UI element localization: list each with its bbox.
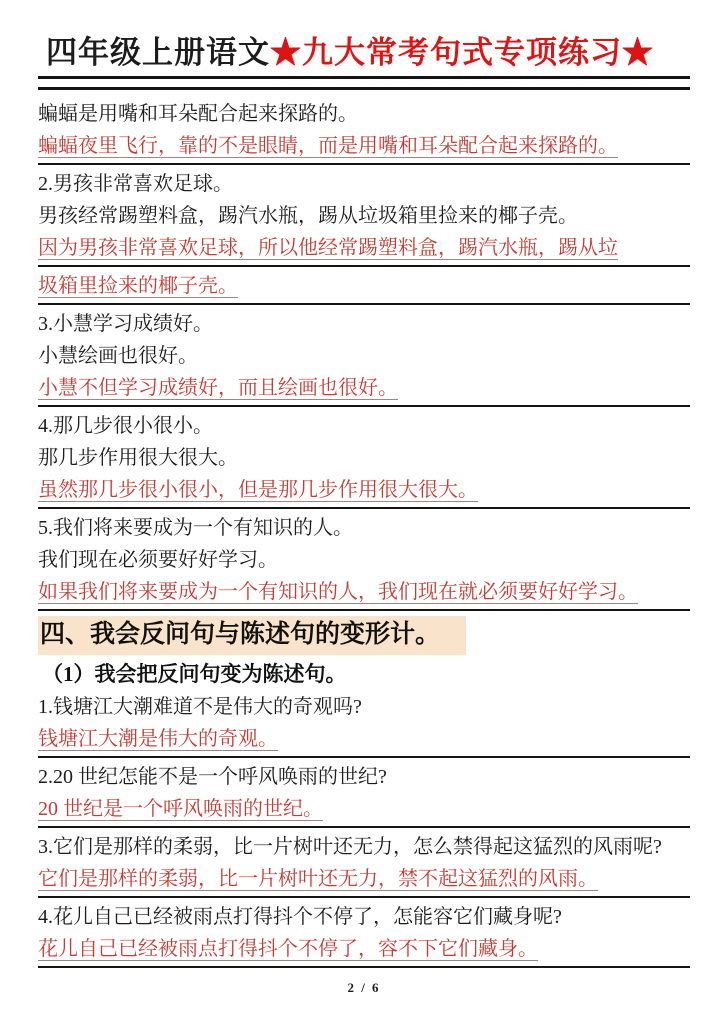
page-number: 2 / 6 xyxy=(347,980,381,995)
answer-line: 钱塘江大潮是伟大的奇观。 xyxy=(38,723,690,758)
question-line: 3.它们是那样的柔弱，比一片树叶还无力，怎么禁得起这猛烈的风雨呢? xyxy=(38,836,662,858)
answer-line: 如果我们将来要成为一个有知识的人，我们现在就必须要好好学习。 xyxy=(38,576,690,611)
question-line: 1.钱塘江大潮难道不是伟大的奇观吗? xyxy=(38,696,362,718)
title-divider xyxy=(38,76,690,90)
answer-line: 小慧不但学习成绩好，而且绘画也很好。 xyxy=(38,372,690,407)
question-line: 4.那几步很小很小。 xyxy=(38,415,213,437)
question-line: 3.小慧学习成绩好。 xyxy=(38,313,213,335)
question-line: 5.我们将来要成为一个有知识的人。 xyxy=(38,517,353,539)
page-title xyxy=(38,34,690,72)
answer-line: 虽然那几步很小很小，但是那几步作用很大很大。 xyxy=(38,474,690,509)
question-line: 2.20 世纪怎能不是一个呼风唤雨的世纪? xyxy=(38,766,387,788)
answer-line: 20 世纪是一个呼风唤雨的世纪。 xyxy=(38,793,690,828)
page-title-red: ★九大常考句式专项练习★ xyxy=(270,35,654,70)
question-line: 2.男孩非常喜欢足球。 xyxy=(38,173,233,195)
answer-line: 因为男孩非常喜欢足球，所以他经常踢塑料盒，踢汽水瓶，踢从垃 xyxy=(38,232,690,267)
question-line: 蝙蝠是用嘴和耳朵配合起来探路的。 xyxy=(38,103,358,125)
question-line: 4.花儿自己已经被雨点打得抖个不停了，怎能容它们藏身呢? xyxy=(38,906,562,928)
answer-line: 它们是那样的柔弱，比一片树叶还无力，禁不起这猛烈的风雨。 xyxy=(38,863,690,898)
answer-line: 花儿自己已经被雨点打得抖个不停了，容不下它们藏身。 xyxy=(38,933,690,968)
question-line: 我们现在必须要好好学习。 xyxy=(38,549,278,571)
section-heading: 四、我会反问句与陈述句的变形计。 xyxy=(38,616,466,655)
question-line: 小慧绘画也很好。 xyxy=(38,345,198,367)
answer-line: 蝙蝠夜里飞行，靠的不是眼睛，而是用嘴和耳朵配合起来探路的。 xyxy=(38,130,690,165)
page-title-black: 四年级上册语文 xyxy=(46,35,270,70)
answer-line: 圾箱里捡来的椰子壳。 xyxy=(38,270,690,305)
subsection-heading: （1）我会把反问句变为陈述句。 xyxy=(42,662,347,686)
question-line: 那几步作用很大很大。 xyxy=(38,447,238,469)
question-line: 男孩经常踢塑料盒，踢汽水瓶，踢从垃圾箱里捡来的椰子壳。 xyxy=(38,205,578,227)
